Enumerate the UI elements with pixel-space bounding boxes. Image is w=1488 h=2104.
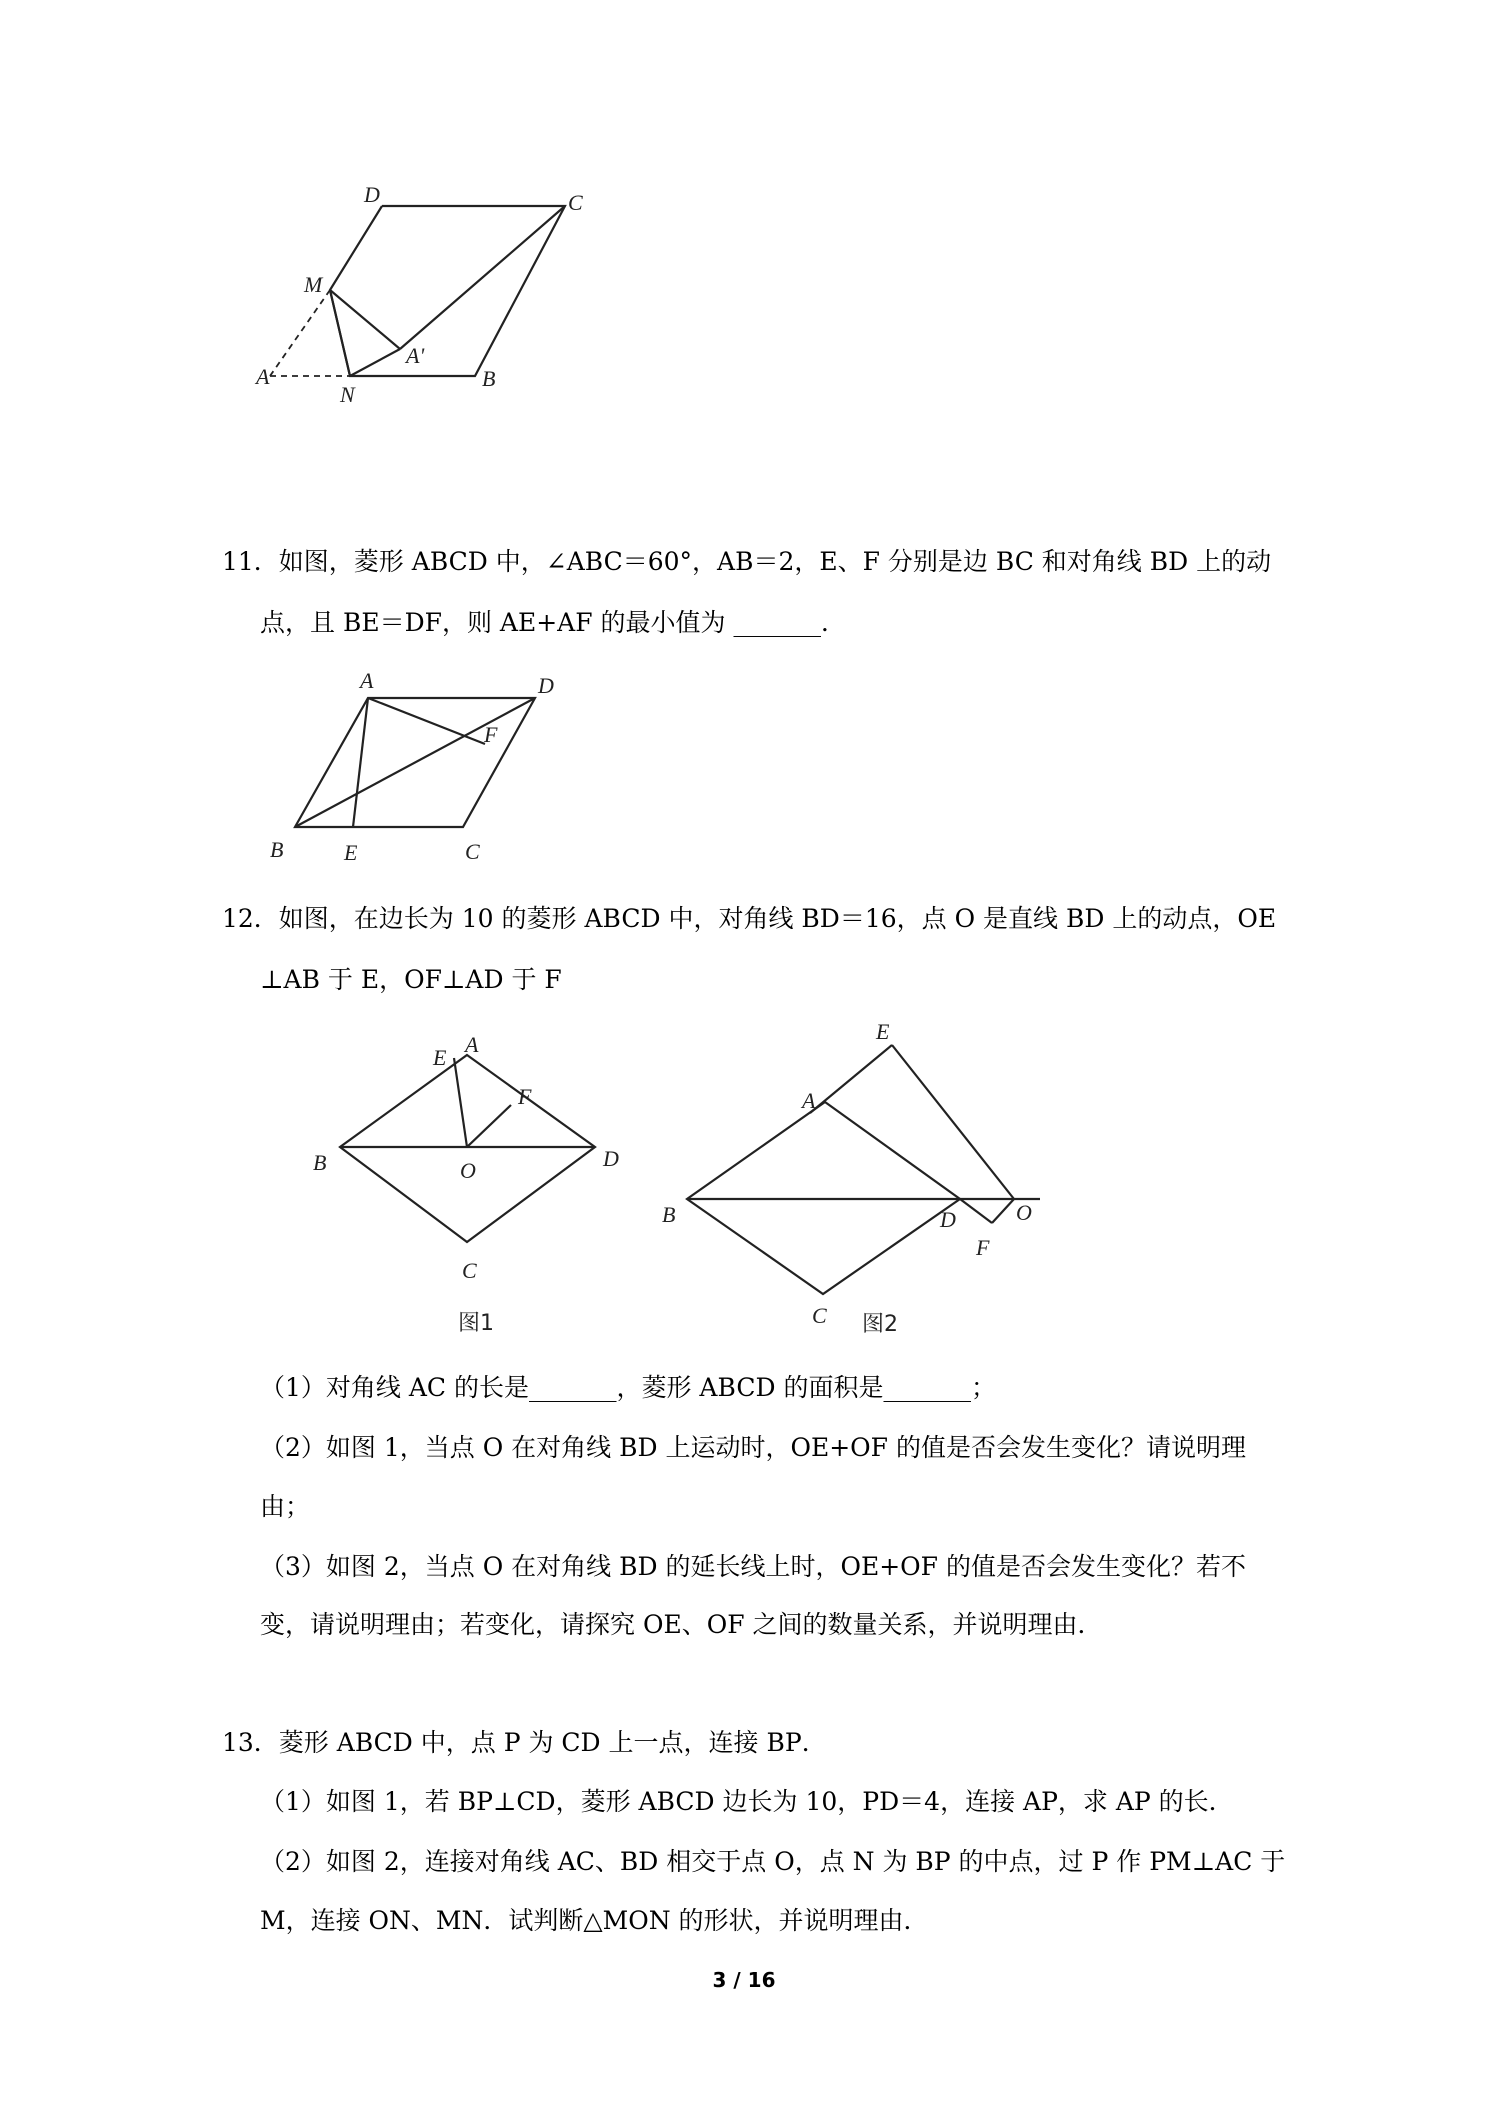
q12-sub3-line2: 变，请说明理由；若变化，请探究 OE、OF 之间的数量关系，并说明理由． — [260, 1610, 1103, 1639]
q12-line2: ⊥AB 于 E，OF⊥AD 于 F — [260, 965, 562, 994]
label-C: C — [465, 839, 480, 864]
q11-line2: 点，且 BE＝DF，则 AE+AF 的最小值为 _______． — [260, 608, 846, 637]
label-C: C — [568, 190, 583, 215]
fig1-caption: 图1 — [458, 1311, 494, 1336]
q12-sub2-line2: 由； — [260, 1492, 311, 1521]
label-O: O — [460, 1158, 476, 1183]
segment-AE — [353, 698, 368, 827]
label-M: M — [304, 272, 323, 297]
q12-sub2-line1: （2）如图 1，当点 O 在对角线 BD 上运动时，OE+OF 的值是否会发生变化？请说明理 — [260, 1433, 1246, 1462]
label-A: A — [256, 364, 270, 389]
rhombus-outline — [330, 206, 565, 376]
figure-q11-rhombus — [260, 665, 560, 875]
q12-sub3-line1: （3）如图 2，当点 O 在对角线 BD 的延长线上时，OE+OF 的值是否会发生变化？若不 — [260, 1552, 1246, 1581]
label-D: D — [940, 1207, 956, 1232]
segment-OF — [467, 1105, 511, 1147]
q11-line1: 11．如图，菱形 ABCD 中，∠ABC＝60°，AB＝2，E、F 分别是边 BC 和对角线 BD 上的动 — [222, 547, 1272, 576]
segment-AF — [368, 698, 485, 744]
label-C: C — [812, 1303, 827, 1328]
figure-fold-rhombus — [250, 180, 630, 410]
label-N: N — [340, 382, 355, 407]
label-E: E — [344, 840, 358, 865]
q13-sub2-line1: （2）如图 2，连接对角线 AC、BD 相交于点 O，点 N 为 BP 的中点，过 P 作 PM⊥AC 于 — [260, 1847, 1286, 1876]
q13-line1: 13．菱形 ABCD 中，点 P 为 CD 上一点，连接 BP． — [222, 1728, 827, 1757]
label-F: F — [518, 1084, 532, 1109]
figure-q12-fig2 — [660, 1015, 1060, 1355]
label-A: A — [465, 1032, 479, 1057]
segment-MA' — [330, 290, 400, 349]
q12-sub1: （1）对角线 AC 的长是_______，菱形 ABCD 的面积是_______； — [260, 1373, 996, 1402]
figure-q12-fig1 — [300, 1030, 640, 1350]
label-B: B — [482, 366, 496, 391]
q13-sub1: （1）如图 1，若 BP⊥CD，菱形 ABCD 边长为 10，PD＝4，连接 AP，求 AP 的长． — [260, 1787, 1234, 1816]
rhombus-ABCD — [340, 1055, 595, 1242]
extension-AB — [810, 1045, 892, 1113]
label-F: F — [976, 1235, 990, 1260]
label-D: D — [538, 673, 554, 698]
segment-OF — [992, 1199, 1014, 1223]
segment-OE — [454, 1058, 467, 1147]
segment-EO — [892, 1045, 1014, 1199]
label-F: F — [484, 722, 498, 747]
extension-AD — [960, 1199, 992, 1223]
segment-A'C — [400, 206, 565, 349]
label-E: E — [433, 1045, 447, 1070]
fig2-caption: 图2 — [862, 1312, 898, 1337]
label-C: C — [462, 1258, 477, 1283]
label-E: E — [876, 1019, 890, 1044]
label-A: A — [360, 668, 374, 693]
label-B: B — [270, 837, 284, 862]
label-D: D — [603, 1146, 619, 1171]
label-O: O — [1016, 1200, 1032, 1225]
q12-line1: 12．如图，在边长为 10 的菱形 ABCD 中，对角线 BD＝16，点 O 是直线 BD 上的动点，OE — [222, 904, 1277, 933]
label-A-prime: A' — [406, 343, 425, 368]
label-B: B — [662, 1202, 676, 1227]
page-number: 3 / 16 — [712, 1968, 776, 1992]
dashed-MA — [270, 290, 330, 376]
label-A: A — [802, 1088, 816, 1113]
segment-NA' — [350, 349, 400, 376]
q13-sub2-line2: M，连接 ON、MN．试判断△MON 的形状，并说明理由． — [260, 1906, 929, 1935]
label-D: D — [364, 182, 380, 207]
label-B: B — [313, 1150, 327, 1175]
